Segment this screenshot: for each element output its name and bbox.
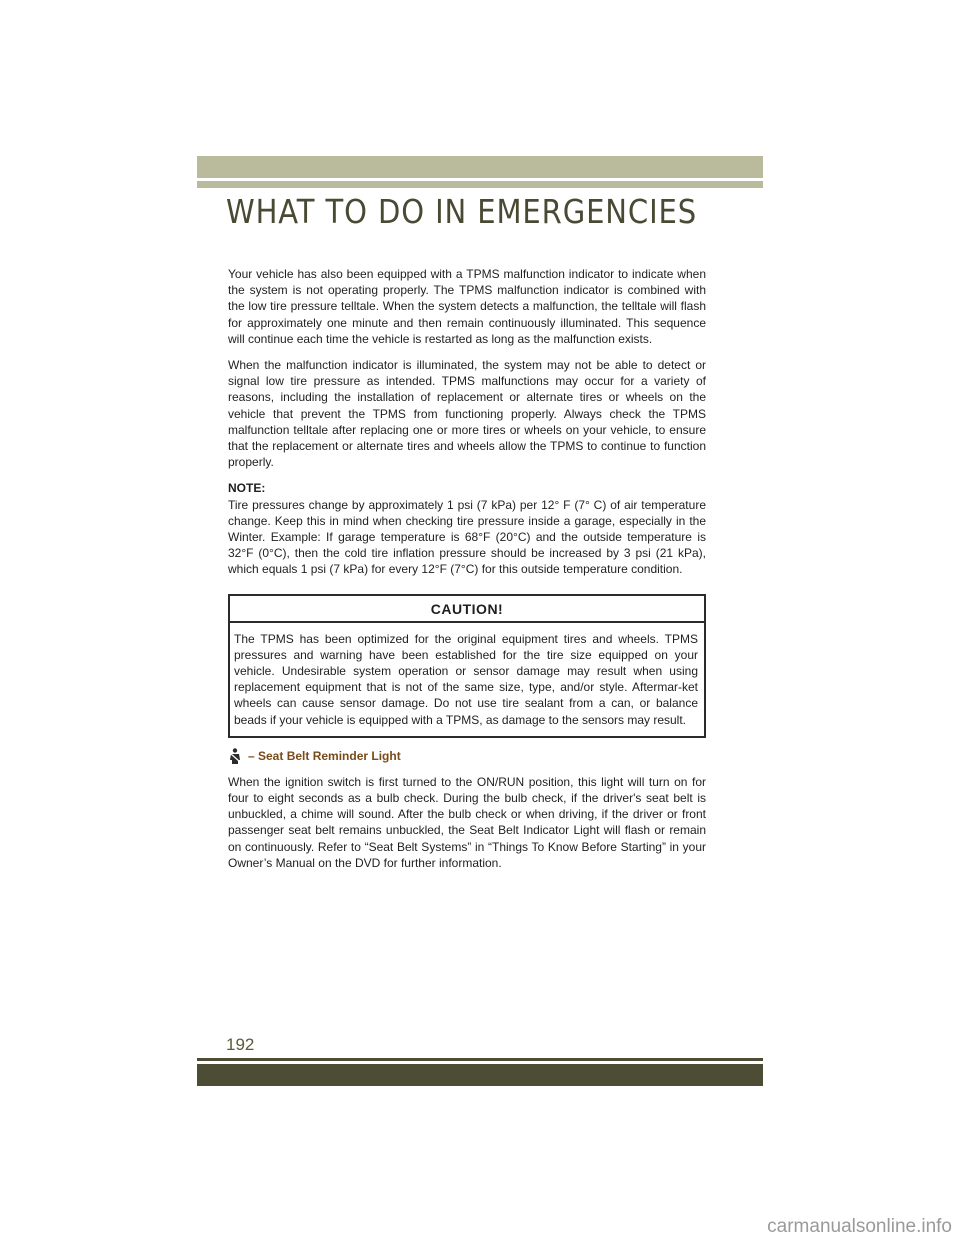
note-text: Tire pressures change by approximately 1 psi (7 kPa) per 12° F (7° C) of air temperature change. Keep this in mind when checking tire pressure inside a garage, especially in the Winter. Example: If garage temperature is 68°F (20°C) and the outside temperature is 32°F (0°C), then the cold tire inflation pressure should be increased by 3 psi (21 kPa), which equals 1 psi (7 kPa) for every 12°F (7°C) for this outside temperature condition. — [228, 497, 706, 577]
seatbelt-heading-text: – Seat Belt Reminder Light — [248, 748, 401, 763]
page-content — [228, 266, 706, 881]
header-top-band — [197, 156, 763, 178]
caution-box — [228, 594, 706, 738]
caution-body — [230, 623, 704, 736]
section-title: WHAT TO DO IN EMERGENCIES — [226, 192, 698, 231]
seatbelt-icon — [228, 748, 242, 764]
paragraph-seatbelt: When the ignition switch is first turned to the ON/RUN position, this light will turn on for four to eight seconds as a bulb check. During the bulb check, if the driver's seat belt is unbuckled, a chime will sound. After the bulb check or when driving, if the driver or front passenger seat belt remains unbuckled, the Seat Belt Indicator Light will flash or remain on continuously. Refer to “Seat Belt Systems” in “Things To Know Before Starting” in your Owner’s Manual on the DVD for further information. — [228, 774, 706, 870]
note-label: NOTE: — [228, 481, 266, 496]
paragraph-malfunction-indicator: When the malfunction indicator is illuminated, the system may not be able to detect or signal low tire pressure as intended. TPMS malfunctions may occur for a variety of reasons, including the installation of replacement or alternate tires or wheels on the vehicle that prevent the TPMS from functioning properly. Always check the TPMS malfunction telltale after replacing one or more tires or wheels on your vehicle, to ensure that the replacement or alternate tires and wheels allow the TPMS to continue to function properly. — [228, 358, 706, 470]
seatbelt-reminder-heading — [228, 748, 706, 764]
footer-band — [197, 1064, 763, 1086]
footer-rule — [197, 1058, 763, 1061]
header-rule — [197, 181, 763, 188]
caution-text: The TPMS has been optimized for the original equipment tires and wheels. TPMS pressures and warning have been established for the tire size equipped on your vehicle. Undesirable system operation or sensor damage may result when using replacement equipment that is not of the same size, type, and/or style. Aftermar-ket wheels can cause sensor damage. Do not use tire sealant from a can, or balance beads if your vehicle is equipped with a TPMS, as damage to the sensors may result. — [234, 631, 698, 727]
paragraph-tpms-malfunction: Your vehicle has also been equipped with a TPMS malfunction indicator to indicate when the system is not operating properly. The TPMS malfunction indicator is combined with the low tire pressure telltale. When the system detects a malfunction, the telltale will flash for approximately one minute and then remain continuously illuminated. This sequence will continue each time the vehicle is restarted as long as the malfunction exists. — [228, 267, 706, 346]
note-block — [228, 480, 706, 577]
page-number: 192 — [226, 1035, 255, 1054]
caution-title: CAUTION! — [230, 596, 704, 623]
watermark: carmanualsonline.info — [767, 1216, 952, 1237]
